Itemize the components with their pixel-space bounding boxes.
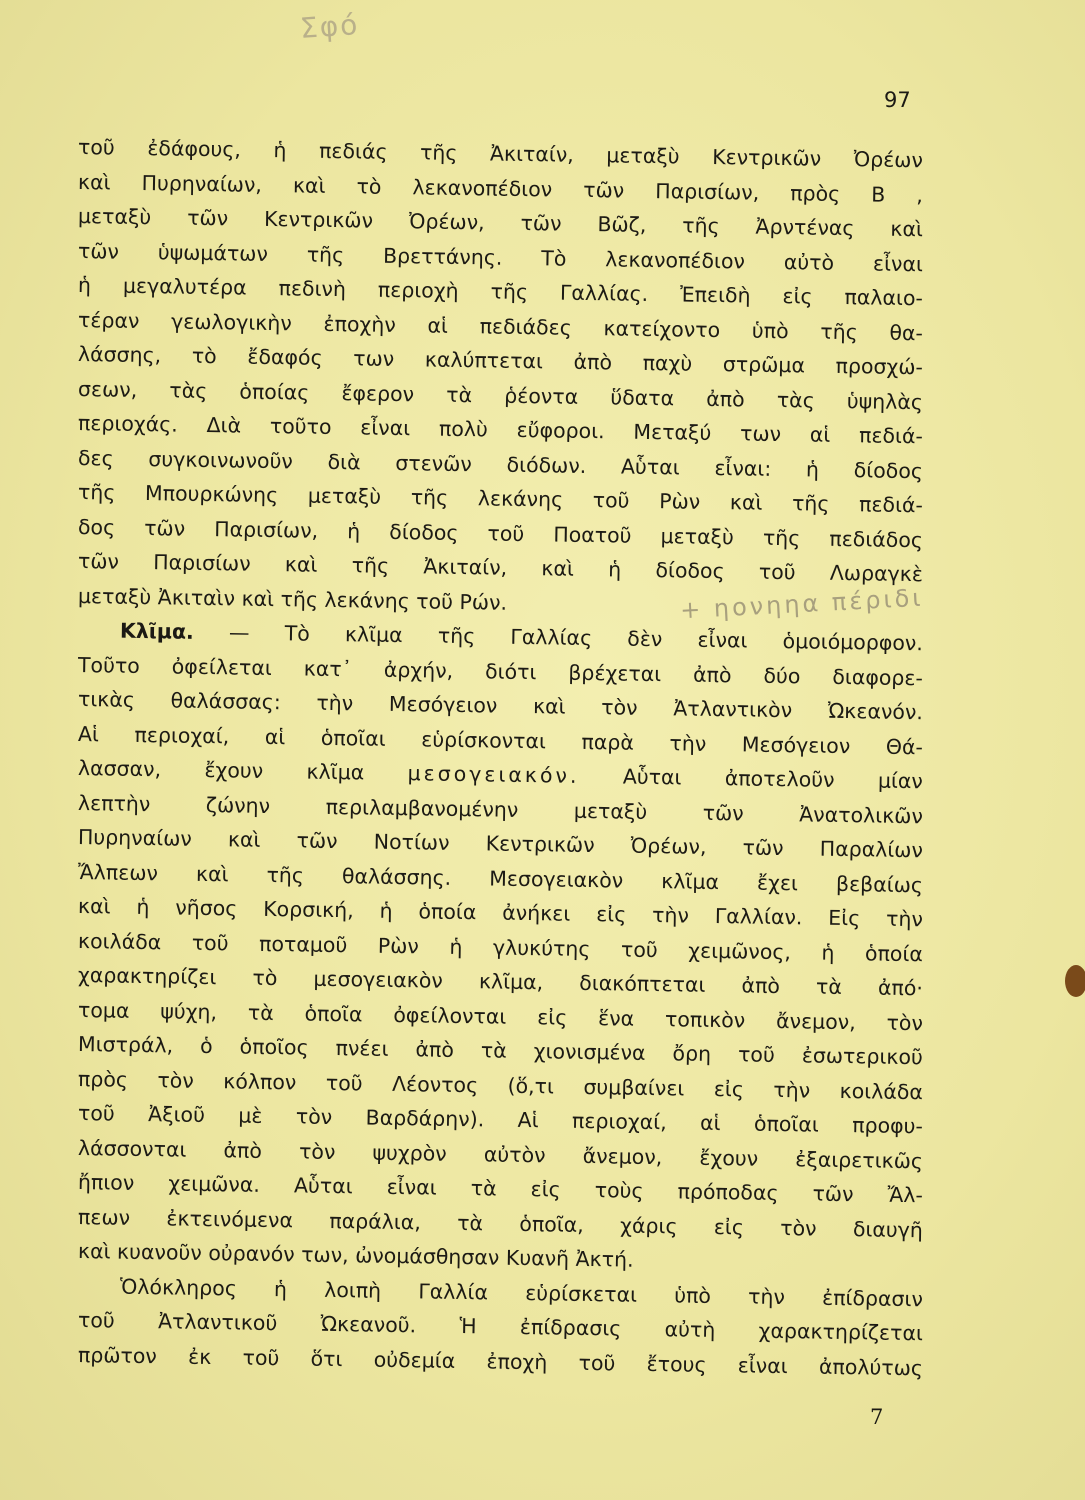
text-line: Ἄλπεων καὶ τῆς θαλάσσης. Μεσογειακὸν κλῖμα ἔχει βεβαίως	[77, 859, 924, 897]
text-line: χαρακτηρίζει τὸ μεσογειακὸν κλῖμα, διακόπτεται ἀπὸ τὰ ἀπό·	[77, 963, 924, 1001]
signature-mark: 7	[870, 1405, 884, 1429]
handwritten-note-top: Σφό	[298, 7, 361, 46]
text-line: καὶ ἡ νῆσος Κορσική, ἡ ὁποία ἀνήκει εἰς τὴν Γαλλίαν. Εἰς τὴν	[77, 894, 924, 932]
text-segment: Αὗται ἀποτελοῦν μίαν	[622, 764, 924, 794]
ink-spot	[1065, 965, 1085, 997]
text-line: κοιλάδα τοῦ ποταμοῦ Ρὼν ἡ γλυκύτης τοῦ χειμῶνος, ἡ ὁποία	[77, 928, 924, 966]
text-line: λάσσονται ἀπὸ τὸν ψυχρὸν αὐτὸν ἄνεμον, ἔχουν ἐξαιρετικῶς	[77, 1135, 924, 1173]
text-line: Αἱ περιοχαί, αἱ ὁποῖαι εὑρίσκονται παρὰ τὴν Μεσόγειον Θά-	[77, 721, 924, 759]
text-line: πεων ἐκτεινόμενα παράλια, τὰ ὁποῖα, χάρις εἰς τὸν διαυγῆ	[77, 1204, 924, 1242]
text-line: Πυρηναίων καὶ τῶν Νοτίων Κεντρικῶν Ὀρέων, τῶν Παραλίων	[77, 825, 924, 863]
text-line: τοῦ Ἀτλαντικοῦ Ὠκεανοῦ. Ἡ ἐπίδρασις αὐτὴ χαρακτηρίζεται	[77, 1308, 924, 1346]
text-line: μεταξὺ Ἀκιταὶν καὶ τῆς λεκάνης τοῦ Ρών.	[77, 583, 508, 615]
text-line: καὶ Πυρηναίων, καὶ τὸ λεκανοπέδιον τῶν Παρισίων, πρὸς Β ,	[77, 169, 924, 207]
text-line: λάσσης, τὸ ἔδαφός των καλύπτεται ἀπὸ παχὺ στρῶμα προσχώ-	[77, 342, 924, 380]
text-line: σεων, τὰς ὁποίας ἔφερον τὰ ῥέοντα ὕδατα ἀπὸ τὰς ὑψηλὰς	[77, 376, 924, 414]
text-line: τοῦ Ἀξιοῦ μὲ τὸν Βαρδάρην). Αἱ περιοχαί, αἱ ὁποῖαι προφυ-	[77, 1101, 924, 1139]
text-line: μεταξὺ τῶν Κεντρικῶν Ὀρέων, τῶν Βῶζ, τῆς Ἀρντένας καὶ	[77, 204, 924, 242]
text-segment: λασσαν, ἔχουν κλῖμα	[77, 756, 365, 785]
section-heading-climate: Κλῖμα.	[119, 618, 194, 644]
text-line: τῶν Παρισίων καὶ τῆς Ἀκιταίν, καὶ ἡ δίοδος τοῦ Λωραγκὲ	[77, 549, 924, 587]
text-line: Τοῦτο ὀφείλεται κατ᾽ ἀρχήν, διότι βρέχεται ἀπὸ δύο διαφορε-	[77, 652, 924, 690]
text-line: πρῶτον ἐκ τοῦ ὅτι οὐδεμία ἐποχὴ τοῦ ἔτους εἶναι ἀπολύτως	[77, 1342, 924, 1380]
text-line: περιοχάς. Διὰ τοῦτο εἶναι πολὺ εὔφοροι. Μεταξύ των αἱ πεδιά-	[77, 411, 924, 449]
text-line: ἡ μεγαλυτέρα πεδινὴ περιοχὴ τῆς Γαλλίας. Ἐπειδὴ εἰς παλαιο-	[77, 273, 924, 311]
text-line: Ὁλόκληρος ἡ λοιπὴ Γαλλία εὑρίσκεται ὑπὸ τὴν ἐπίδρασιν	[119, 1274, 924, 1311]
text-line: δος τῶν Παρισίων, ἡ δίοδος τοῦ Ποατοῦ μεταξὺ τῆς πεδιάδος	[77, 514, 924, 552]
text-line: πρὸς τὸν κόλπον τοῦ Λέοντος (ὅ,τι συμβαίνει εἰς τὴν κοιλάδα	[77, 1066, 924, 1104]
spaced-emphasis: μεσογειακόν.	[407, 761, 580, 788]
text-line: Μιστράλ, ὁ ὁποῖος πνέει ἀπὸ τὰ χιονισμένα ὄρη τοῦ ἐσωτερικοῦ	[77, 1032, 924, 1070]
text-line: τῆς Μπουρκώνης μεταξὺ τῆς λεκάνης τοῦ Ρὼν καὶ τῆς πεδιά-	[77, 480, 924, 518]
page-number: 97	[884, 88, 911, 112]
text-line: λεπτὴν ζώνην περιλαμβανομένην μεταξὺ τῶν Ἀνατολικῶν	[77, 790, 924, 828]
text-line: τῶν ὑψωμάτων τῆς Βρεττάνης. Τὸ λεκανοπέδιον αὐτὸ εἶναι	[77, 238, 924, 276]
text-line: καὶ κυανοῦν οὐρανόν των, ὠνομάσθησαν Κυανῆ Ἀκτή.	[77, 1239, 634, 1272]
handwritten-margin-note: + ηονηηα πέριδι	[679, 583, 925, 625]
climate-first-line: — Τὸ κλῖμα τῆς Γαλλίας δὲν εἶναι ὁμοιόμορφον.	[228, 620, 924, 656]
body-text	[77, 130, 924, 1380]
text-line: τέραν γεωλογικὴν ἐποχὴν αἱ πεδιάδες κατείχοντο ὑπὸ τῆς θα-	[77, 307, 924, 345]
text-line: τοῦ ἐδάφους, ἡ πεδιάς τῆς Ἀκιταίν, μεταξὺ Κεντρικῶν Ὀρέων	[77, 135, 924, 173]
text-line: δες συγκοινωνοῦν διὰ στενῶν διόδων. Αὗται εἶναι: ἡ δίοδος	[77, 445, 924, 483]
text-line: ἤπιον χειμῶνα. Αὗται εἶναι τὰ εἰς τοὺς πρόποδας τῶν Ἄλ-	[77, 1170, 924, 1208]
text-line: τικὰς θαλάσσας: τὴν Μεσόγειον καὶ τὸν Ἀτλαντικὸν Ὠκεανόν.	[77, 687, 924, 725]
text-line: τομα ψύχη, τὰ ὁποῖα ὀφείλονται εἰς ἕνα τοπικὸν ἄνεμον, τὸν	[77, 997, 924, 1035]
